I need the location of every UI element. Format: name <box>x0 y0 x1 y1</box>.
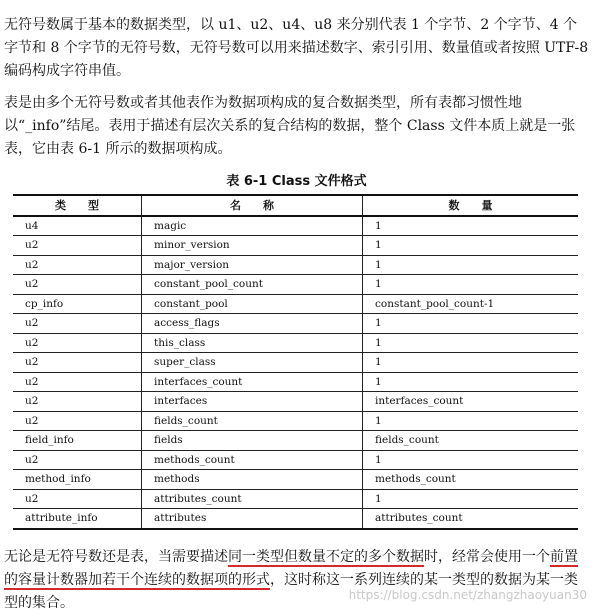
closing-text-2: 时，经常会使用一个 <box>424 549 550 565</box>
table-header-row <box>13 195 578 216</box>
table-row <box>13 353 578 373</box>
cell-type: u2 <box>13 353 142 373</box>
highlight-phrase-1: 同一类型但数量不定的多个数据 <box>228 549 424 565</box>
cell-type: u2 <box>13 489 142 509</box>
intro-paragraph-unsigned: 无符号数属于基本的数据类型，以 u1、u2、u4、u8 来分别代表 1 个字节、2 个字节、4 个字节和 8 个字节的无符号数，无符号数可以用来描述数字、索引引用、数量值或者按照 UTF-8 编码构成字符串值。 <box>4 17 589 79</box>
cell-count: 1 <box>375 414 382 427</box>
cell-name: attributes_count <box>142 489 363 509</box>
cell-type: u2 <box>13 236 142 256</box>
header-type: 类 型 <box>13 195 142 216</box>
cell-count: constant_pool_count-1 <box>375 297 495 310</box>
cell-type: cp_info <box>13 294 142 314</box>
cell-count: 1 <box>375 317 382 330</box>
table-row <box>13 431 578 451</box>
cell-type: u2 <box>13 255 142 275</box>
cell-name: minor_version <box>142 236 363 256</box>
table-row <box>13 236 578 256</box>
cell-count: 1 <box>375 336 382 349</box>
cell-count: 1 <box>375 239 382 252</box>
table-row <box>13 314 578 334</box>
cell-name: methods <box>142 470 363 490</box>
cell-type: u2 <box>13 450 142 470</box>
cell-count: 1 <box>375 492 382 505</box>
cell-count: interfaces_count <box>375 395 464 408</box>
cell-name: constant_pool_count <box>142 275 363 295</box>
table-row <box>13 372 578 392</box>
cell-name: constant_pool <box>142 294 363 314</box>
table-row <box>13 294 578 314</box>
cell-count: 1 <box>375 453 382 466</box>
cell-count: attributes_count <box>375 512 463 525</box>
cell-type: u2 <box>13 314 142 334</box>
cell-count: 1 <box>375 375 382 388</box>
cell-name: interfaces_count <box>142 372 363 392</box>
cell-name: access_flags <box>142 314 363 334</box>
cell-name: attributes <box>142 509 363 529</box>
cell-type: attribute_info <box>13 509 142 529</box>
cell-name: interfaces <box>142 392 363 412</box>
watermark-url: https://blog.csdn.net/zhangzhaoyuan30 <box>348 588 587 602</box>
table-body <box>13 216 578 529</box>
cell-type: u2 <box>13 392 142 412</box>
cell-type: method_info <box>13 470 142 490</box>
cell-type: u2 <box>13 411 142 431</box>
closing-text-1: 无论是无符号数还是表，当需要描述 <box>4 549 228 565</box>
cell-name: fields <box>142 431 363 451</box>
cell-count: 1 <box>375 356 382 369</box>
highlight-phrase-2: 前置的容量计数器加若干个连续的数据项的形式 <box>4 549 578 588</box>
cell-type: u2 <box>13 372 142 392</box>
table-row <box>13 470 578 490</box>
table-row <box>13 392 578 412</box>
class-file-format-table <box>13 194 578 530</box>
table-row <box>13 255 578 275</box>
table-row <box>13 275 578 295</box>
table-row <box>13 333 578 353</box>
closing-paragraph <box>4 546 589 615</box>
table-row <box>13 450 578 470</box>
header-name: 名 称 <box>142 195 363 216</box>
table-row <box>13 489 578 509</box>
cell-type: u2 <box>13 333 142 353</box>
cell-count: fields_count <box>375 434 439 447</box>
cell-count: 1 <box>375 219 382 232</box>
cell-name: magic <box>142 216 363 236</box>
cell-count: 1 <box>375 258 382 271</box>
closing-text-3: ，这时称这一系列连续的某一类型的数据为某一类型的集合。 <box>4 572 578 611</box>
intro-paragraph-table: 表是由多个无符号数或者其他表作为数据项构成的复合数据类型，所有表都习惯性地以“_info”结尾。表用于描述有层次关系的复合结构的数据，整个 Class 文件本质上就是一张表，它由表 6-1 所示的数据项构成。 <box>4 95 576 157</box>
cell-type: u4 <box>13 216 142 236</box>
table-row <box>13 216 578 236</box>
cell-name: fields_count <box>142 411 363 431</box>
cell-name: methods_count <box>142 450 363 470</box>
cell-count: methods_count <box>375 473 456 486</box>
cell-name: super_class <box>142 353 363 373</box>
cell-name: major_version <box>142 255 363 275</box>
table-row <box>13 509 578 529</box>
table-row <box>13 411 578 431</box>
cell-type: field_info <box>13 431 142 451</box>
table-caption: 表 6-1 Class 文件格式 <box>226 174 367 189</box>
cell-name: this_class <box>142 333 363 353</box>
header-count: 数 量 <box>448 199 493 213</box>
cell-count: 1 <box>375 278 382 291</box>
cell-type: u2 <box>13 275 142 295</box>
